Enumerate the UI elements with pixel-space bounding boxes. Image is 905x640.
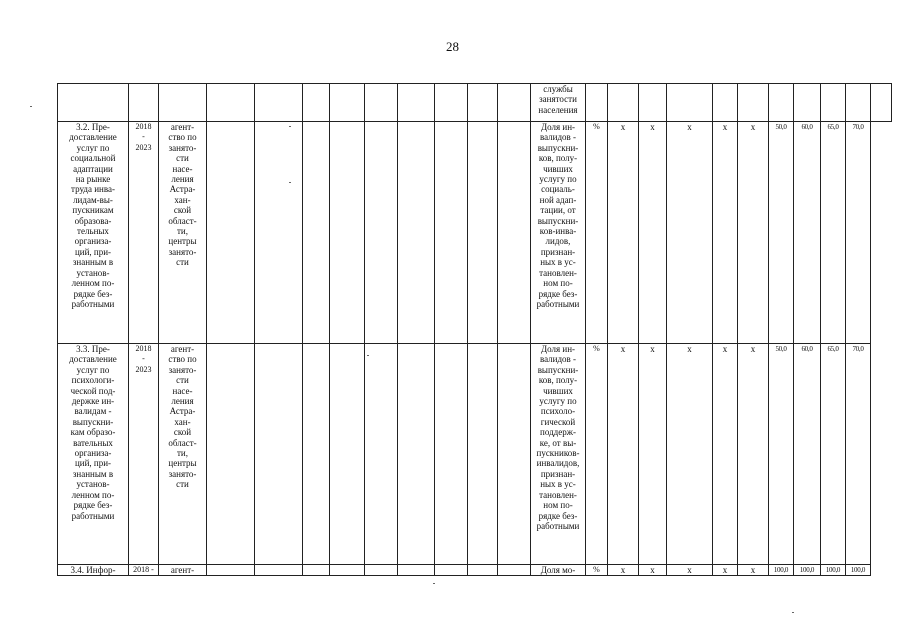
event-cell: 3.4. Инфор- (58, 565, 129, 576)
program-events-table (57, 83, 892, 576)
event-cell: 3.2. Пре- доставление услуг по социальной адаптации на рынке труда инва- лидам-вы- пускникам образова- тельных организа- ций, при- знанным в установ- ленном по- рядке без- работными (58, 122, 129, 344)
value-cell: х (713, 122, 738, 344)
value-cell: 100,0 (769, 565, 794, 576)
value-cell: х (738, 122, 769, 344)
scan-speck (792, 612, 794, 613)
value-cell: х (738, 565, 769, 576)
scan-speck (289, 182, 291, 183)
indicator-cell: Доля ин- валидов - выпускни- ков, полу- чивших услугу по социаль- ной адап- тации, от выпускни- ков-инва- лидов, признан- ных в ус- тановлен- ном по- рядке без- работными (531, 122, 586, 344)
unit-cell: % (586, 122, 608, 344)
value-cell: 50,0 (769, 344, 794, 565)
executor-cell: агент- (159, 565, 207, 576)
value-cell: х (608, 344, 639, 565)
scan-speck (367, 355, 369, 356)
years-cell: 2018 - (129, 565, 159, 576)
value-cell: 70,0 (846, 122, 871, 344)
table-row (58, 344, 892, 565)
indicator-cell: Доля ин- валидов - выпускни- ков, полу- чивших услугу по психоло- гической поддерж- ке, от вы- пускников- инвалидов, признан- ных в ус- тановлен- ном по- рядке без- работными (531, 344, 586, 565)
page-number: 28 (446, 39, 459, 54)
value-cell: 65,0 (821, 344, 846, 565)
value-cell: х (639, 565, 667, 576)
value-cell: 70,0 (846, 344, 871, 565)
indicator-cell: Доля мо- (531, 565, 586, 576)
value-cell: х (639, 122, 667, 344)
value-cell: х (667, 565, 713, 576)
executor-cell: агент- ство по занято- сти насе- ления Астра- хан- ской област- ти, центры занято- сти (159, 122, 207, 344)
header-continuation-row (58, 84, 892, 122)
scan-speck (289, 126, 291, 127)
value-cell: х (608, 565, 639, 576)
value-cell: 60,0 (794, 122, 821, 344)
event-cell: 3.3. Пре- доставление услуг по психологи- ческой под- держке ин- валидам - выпускни- кам образо- вательных организа- ций, при- знанным в установ- ленном по- рядке без- работными (58, 344, 129, 565)
table-row (58, 565, 892, 576)
value-cell: х (608, 122, 639, 344)
years-cell: 2018 - 2023 (129, 344, 159, 565)
value-cell: 100,0 (794, 565, 821, 576)
scan-speck (433, 583, 435, 584)
value-cell: 100,0 (821, 565, 846, 576)
value-cell: х (667, 122, 713, 344)
indicator-cell: службы занятости населения (531, 84, 586, 122)
value-cell: х (738, 344, 769, 565)
unit-cell: % (586, 565, 608, 576)
scan-speck (30, 106, 32, 107)
value-cell: 100,0 (846, 565, 871, 576)
value-cell: 60,0 (794, 344, 821, 565)
value-cell: 65,0 (821, 122, 846, 344)
years-cell: 2018 - 2023 (129, 122, 159, 344)
value-cell: 50,0 (769, 122, 794, 344)
value-cell: х (667, 344, 713, 565)
unit-cell: % (586, 344, 608, 565)
value-cell: х (713, 344, 738, 565)
executor-cell: агент- ство по занято- сти насе- ления Астра- хан- ской област- ти, центры занято- сти (159, 344, 207, 565)
value-cell: х (639, 344, 667, 565)
table-row (58, 122, 892, 344)
value-cell: х (713, 565, 738, 576)
